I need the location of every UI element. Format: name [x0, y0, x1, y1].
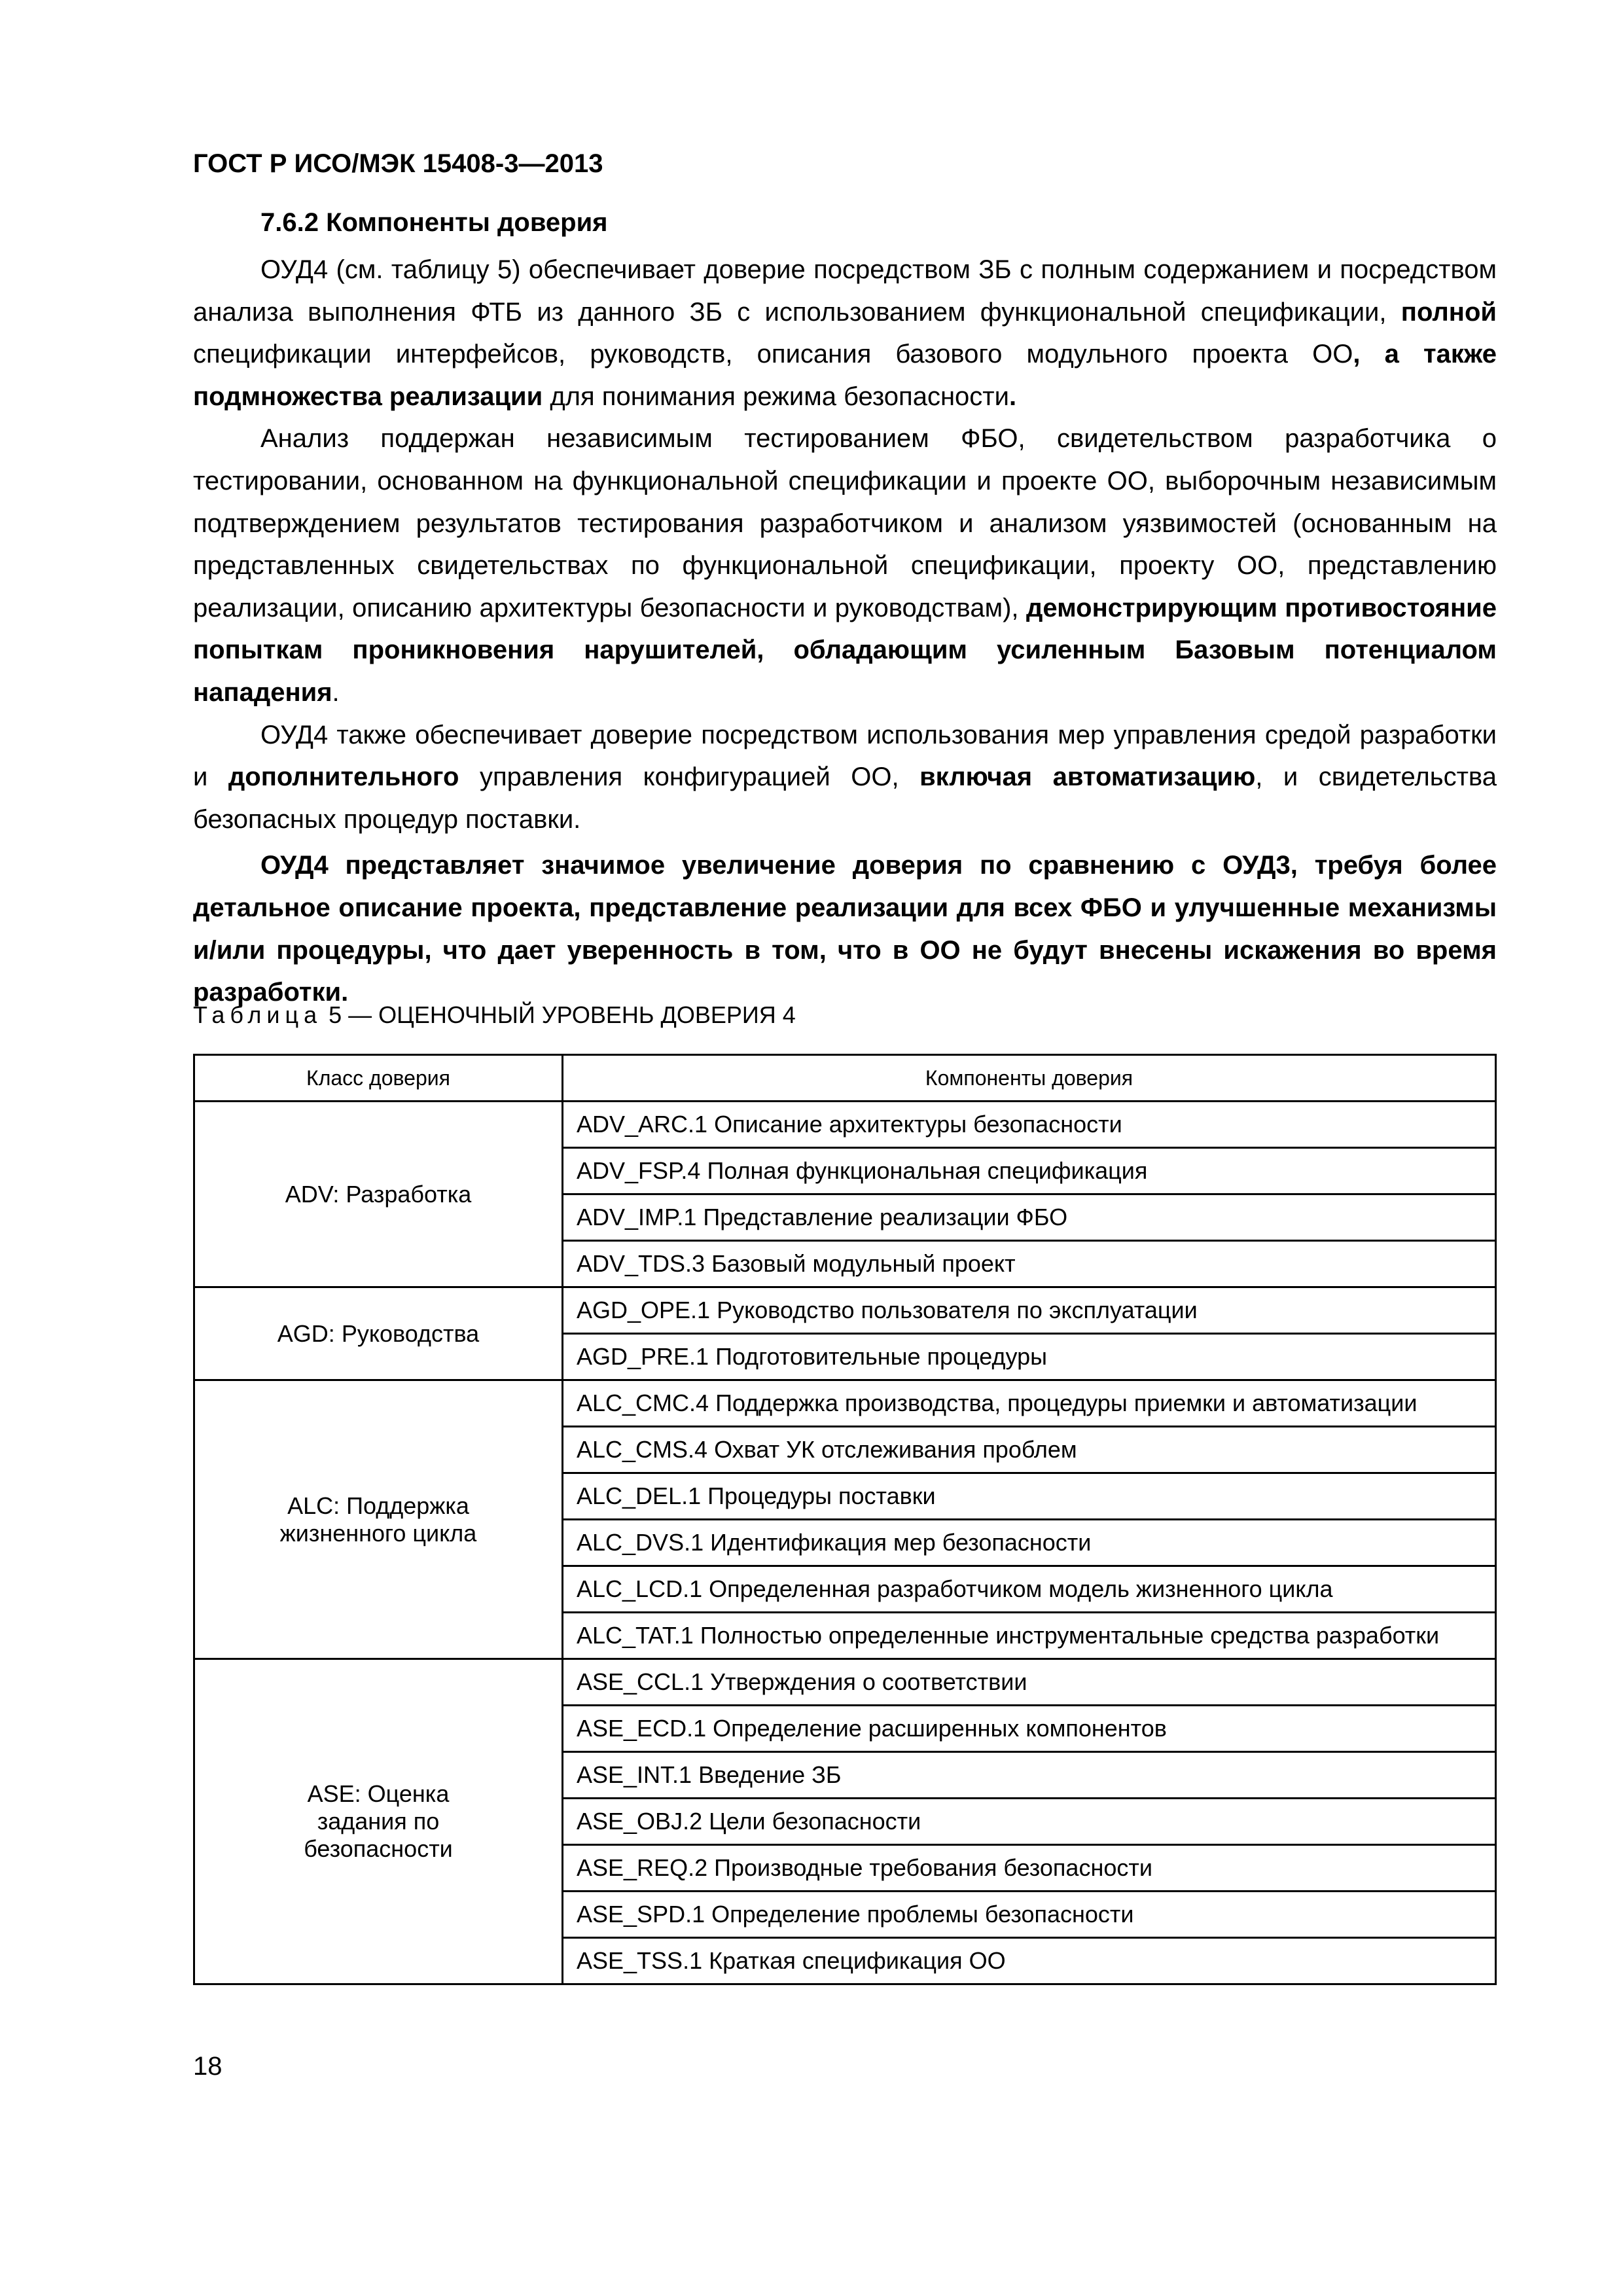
- assurance-class-label: AGD: Руководства: [277, 1319, 480, 1347]
- table-row: [194, 1659, 1496, 1706]
- assurance-component-cell: ADV_TDS.3 Базовый модульный проект: [563, 1241, 1496, 1287]
- assurance-class-cell: [194, 1287, 563, 1380]
- table-row: [194, 1380, 1496, 1427]
- text-run: управления конфигурацией ОО,: [459, 762, 920, 792]
- assurance-component-cell: ALC_DVS.1 Идентификация мер безопасности: [563, 1520, 1496, 1566]
- assurance-component-cell: ASE_ECD.1 Определение расширенных компонентов: [563, 1706, 1496, 1752]
- table-header-class: Класс доверия: [194, 1055, 563, 1102]
- section-title: 7.6.2 Компоненты доверия: [260, 208, 608, 237]
- assurance-class-label: ALC: Поддержка жизненного цикла: [279, 1492, 477, 1547]
- paragraph: [193, 249, 1497, 418]
- assurance-component-cell: ASE_SPD.1 Определение проблемы безопасности: [563, 1892, 1496, 1938]
- text-run: для понимания режима безопасности: [543, 382, 1009, 411]
- assurance-component-cell: ALC_LCD.1 Определенная разработчиком модель жизненного цикла: [563, 1566, 1496, 1613]
- bold-run: демонстрирующим противостояние попыткам проникновения нарушителей, обладающим усиленным Базовым потенциалом нападения: [193, 593, 1497, 707]
- assurance-component-cell: AGD_OPE.1 Руководство пользователя по эксплуатации: [563, 1287, 1496, 1334]
- assurance-component-cell: ASE_CCL.1 Утверждения о соответствии: [563, 1659, 1496, 1706]
- body-text: [193, 249, 1497, 1014]
- page-number: 18: [193, 2052, 223, 2081]
- table-header-row: [194, 1055, 1496, 1102]
- assurance-class-label: ADV: Разработка: [285, 1180, 472, 1208]
- table-header-components: Компоненты доверия: [563, 1055, 1496, 1102]
- assurance-component-cell: ADV_FSP.4 Полная функциональная спецификация: [563, 1148, 1496, 1194]
- assurance-component-cell: ADV_IMP.1 Представление реализации ФБО: [563, 1194, 1496, 1241]
- paragraph: [193, 714, 1497, 841]
- table-caption-title: 5 — ОЦЕНОЧНЫЙ УРОВЕНЬ ДОВЕРИЯ 4: [322, 1001, 796, 1028]
- text-run: , и свидетельства безопасных процедур поставки.: [193, 762, 1497, 834]
- assurance-class-cell: [194, 1659, 563, 1984]
- assurance-component-cell: ALC_TAT.1 Полностью определенные инструментальные средства разработки: [563, 1613, 1496, 1659]
- table-caption-prefix: Таблица: [193, 1001, 323, 1028]
- assurance-component-cell: ASE_TSS.1 Краткая спецификация ОО: [563, 1938, 1496, 1984]
- bold-run: дополнительного: [228, 762, 459, 792]
- bold-run: .: [1008, 382, 1017, 411]
- document-header: ГОСТ Р ИСО/МЭК 15408-3—2013: [193, 149, 603, 178]
- assurance-component-cell: ALC_CMC.4 Поддержка производства, процедуры приемки и автоматизации: [563, 1380, 1496, 1427]
- text-run: Анализ поддержан независимым тестированием ФБО, свидетельством разработчика о тестировании, основанном на функциональной спецификации и проекте ОО, выборочным независимым подтверждением результатов тестирования разработчиком и анализом уязвимостей (основанным на представленных свидетельствах по функциональной спецификации, проекту ОО, представлению реализации, описанию архитектуры безопасности и руководствам),: [193, 424, 1497, 622]
- assurance-class-label: ASE: Оценка задания по безопасности: [304, 1780, 453, 1862]
- assurance-component-cell: ADV_ARC.1 Описание архитектуры безопасности: [563, 1102, 1496, 1148]
- bold-run: ОУД4 представляет значимое увеличение доверия по сравнению с ОУД3, требуя более детальное описание проекта, представление реализации для всех ФБО и улучшенные механизмы и/или процедуры, что дает уверенность в том, что в ОО не будут внесены искажения во время разработки.: [193, 851, 1497, 1007]
- table-row: [194, 1102, 1496, 1148]
- text-run: спецификации интерфейсов, руководств, описания базового модульного проекта ОО: [193, 340, 1353, 369]
- assurance-component-cell: ALC_CMS.4 Охват УК отслеживания проблем: [563, 1427, 1496, 1473]
- assurance-component-cell: ALC_DEL.1 Процедуры поставки: [563, 1473, 1496, 1520]
- table-row: [194, 1287, 1496, 1334]
- text-run: ОУД4 также обеспечивает доверие посредством использования мер управления средой разработки и: [193, 720, 1497, 792]
- text-run: .: [332, 677, 340, 707]
- assurance-class-cell: [194, 1102, 563, 1287]
- assurance-component-cell: ASE_OBJ.2 Цели безопасности: [563, 1799, 1496, 1845]
- text-run: ОУД4 (см. таблицу 5) обеспечивает доверие посредством ЗБ с полным содержанием и посредством анализа выполнения ФТБ из данного ЗБ с использованием функциональной спецификации,: [193, 255, 1497, 327]
- assurance-component-cell: ASE_INT.1 Введение ЗБ: [563, 1752, 1496, 1799]
- bold-run: полной: [1400, 297, 1497, 327]
- assurance-component-cell: ASE_REQ.2 Производные требования безопасности: [563, 1845, 1496, 1892]
- assurance-class-cell: [194, 1380, 563, 1659]
- table-caption: [193, 1001, 796, 1029]
- assurance-table: [193, 1054, 1497, 1985]
- bold-run: , а также подмножества реализации: [193, 340, 1497, 411]
- bold-run: включая автоматизацию: [919, 762, 1256, 792]
- paragraph: [193, 418, 1497, 713]
- assurance-component-cell: AGD_PRE.1 Подготовительные процедуры: [563, 1334, 1496, 1380]
- paragraph: [193, 844, 1497, 1013]
